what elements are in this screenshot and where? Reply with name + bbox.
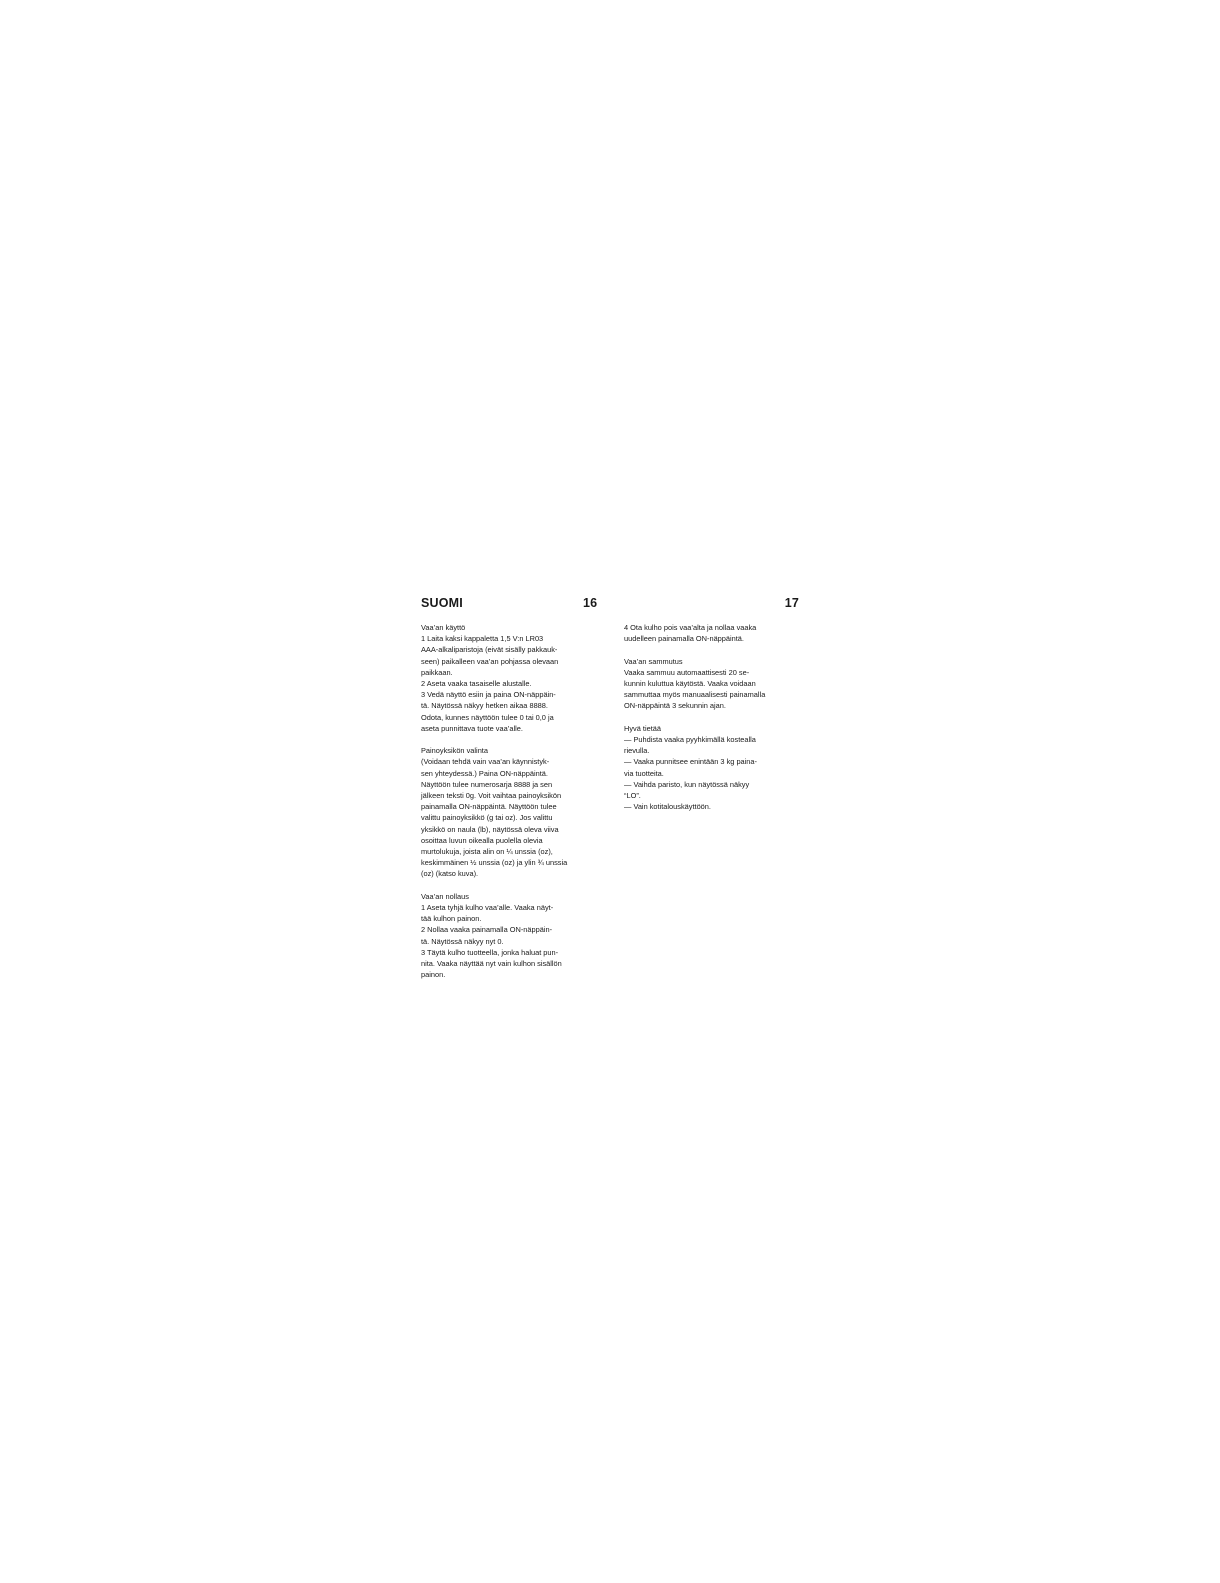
text-line: tä. Näytössä näkyy nyt 0. bbox=[421, 936, 504, 946]
text-line: (Voidaan tehdä vain vaa’an käynnistyk- bbox=[421, 757, 550, 767]
section-heading-unit-selection: Painoyksikön valinta bbox=[421, 746, 488, 756]
text-line: kunnin kuluttua käytöstä. Vaaka voidaan bbox=[624, 679, 756, 688]
text-line: sammuttaa myös manuaalisesti painamalla bbox=[624, 690, 766, 700]
text-line: “LO”. bbox=[624, 791, 641, 801]
section-shutdown bbox=[624, 656, 806, 712]
text-line: valittu painoyksikkö (g tai oz). Jos valittu bbox=[421, 813, 553, 823]
text-line: painon. bbox=[421, 970, 446, 980]
text-line: yksikkö on naula (lb), näytössä oleva viiva bbox=[421, 824, 559, 834]
text-line: — Vain kotitalouskäyttöön. bbox=[624, 802, 711, 812]
text-line: osoittaa luvun oikealla puolella olevia bbox=[421, 835, 543, 845]
right-column bbox=[624, 622, 806, 824]
text-line: — Vaaka punnitsee enintään 3 kg paina- bbox=[624, 757, 757, 767]
text-line: — Vaihda paristo, kun näytössä näkyy bbox=[624, 779, 750, 789]
text-line: tä. Näytössä näkyy hetken aikaa 8888. bbox=[421, 701, 548, 711]
text-line: Odota, kunnes näyttöön tulee 0 tai 0,0 ja bbox=[421, 712, 554, 722]
text-line: 2 Aseta vaaka tasaiselle alustalle. bbox=[421, 679, 532, 689]
section-heading-good-to-know: Hyvä tietää bbox=[624, 723, 661, 733]
text-line: AAA-alkaliparistoja (eivät sisälly pakkauk- bbox=[421, 645, 558, 655]
text-line: via tuotteita. bbox=[624, 768, 664, 778]
text-line: painamalla ON-näppäintä. Näyttöön tulee bbox=[421, 802, 557, 812]
text-line: 4 Ota kulho pois vaa’alta ja nollaa vaaka bbox=[624, 623, 757, 632]
section-heading-shutdown: Vaa’an sammutus bbox=[624, 656, 683, 666]
text-line: 3 Vedä näyttö esiin ja paina ON-näppäin- bbox=[421, 690, 556, 700]
text-line: 2 Nollaa vaaka painamalla ON-näppäin- bbox=[421, 925, 553, 935]
text-line: Vaaka sammuu automaattisesti 20 se- bbox=[624, 667, 750, 677]
page-header bbox=[421, 596, 799, 612]
page-number-left: 16 bbox=[583, 596, 598, 610]
text-line: seen) paikalleen vaa’an pohjassa olevaan bbox=[421, 656, 559, 666]
section-tare-continued bbox=[624, 622, 806, 644]
text-line: — Puhdista vaaka pyyhkimällä kostealla bbox=[624, 735, 756, 744]
section-good-to-know bbox=[624, 723, 806, 813]
text-line: tää kulhon painon. bbox=[421, 914, 482, 924]
text-line: 1 Aseta tyhjä kulho vaa’alle. Vaaka näyt- bbox=[421, 903, 554, 913]
text-line: Näyttöön tulee numerosarja 8888 ja sen bbox=[421, 779, 553, 789]
left-column bbox=[421, 622, 601, 992]
text-line: rievulla. bbox=[624, 746, 650, 756]
text-line: 1 Laita kaksi kappaletta 1,5 V:n LR03 bbox=[421, 634, 544, 644]
text-line: uudelleen painamalla ON-näppäintä. bbox=[624, 634, 744, 644]
text-line: (oz) (katso kuva). bbox=[421, 869, 479, 879]
text-line: jälkeen teksti 0g. Voit vaihtaa painoyksikön bbox=[421, 791, 562, 801]
language-title: SUOMI bbox=[421, 596, 463, 610]
page-number-right: 17 bbox=[784, 596, 799, 610]
section-unit-selection bbox=[421, 745, 601, 879]
text-line: keskimmäinen ½ unssia (oz) ja ylin ¾ unssia bbox=[421, 858, 568, 868]
text-line: aseta punnittava tuote vaa’alle. bbox=[421, 723, 523, 733]
text-line: paikkaan. bbox=[421, 667, 453, 677]
section-heading-tare: Vaa’an nollaus bbox=[421, 891, 469, 901]
section-usage bbox=[421, 622, 601, 734]
text-line: 3 Täytä kulho tuotteella, jonka haluat pun- bbox=[421, 947, 559, 957]
section-heading-usage: Vaa’an käyttö bbox=[421, 623, 466, 632]
text-line: sen yhteydessä.) Paina ON-näppäintä. bbox=[421, 768, 548, 778]
text-line: ON-näppäintä 3 sekunnin ajan. bbox=[624, 701, 726, 711]
text-line: murtolukuja, joista alin on ¼ unssia (oz), bbox=[421, 847, 553, 857]
section-tare bbox=[421, 891, 601, 981]
text-line: nita. Vaaka näyttää nyt vain kulhon sisällön bbox=[421, 959, 562, 969]
